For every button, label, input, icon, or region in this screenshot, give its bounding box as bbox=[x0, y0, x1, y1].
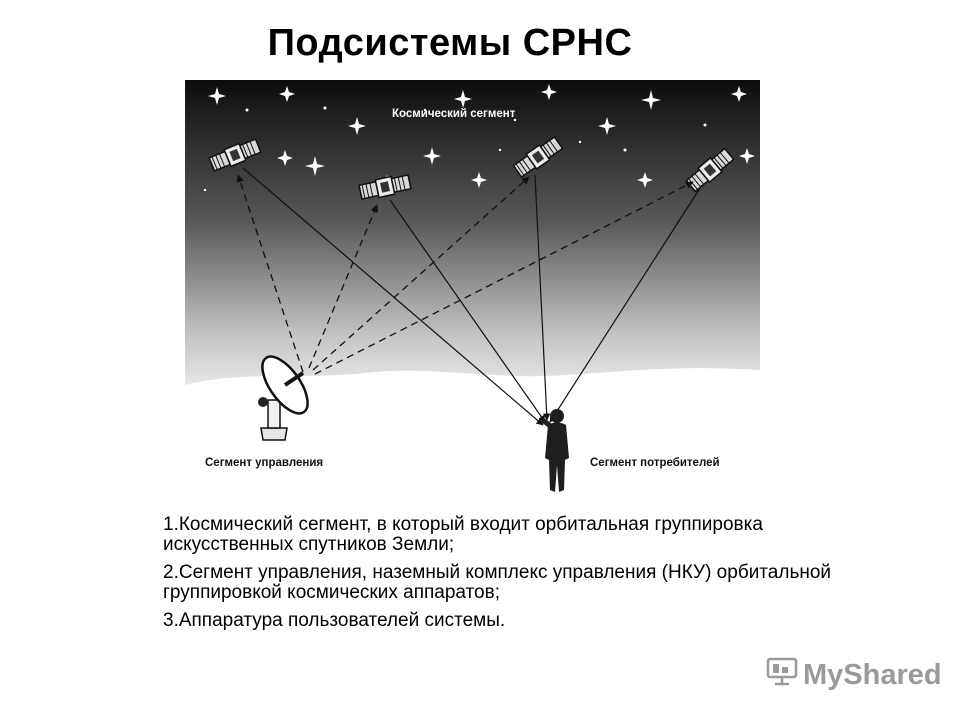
user-segment-label: Сегмент потребителей bbox=[590, 457, 720, 469]
page-title: Подсистемы СРНС bbox=[267, 22, 633, 64]
list-item: 2.Сегмент управления, наземный комплекс управления (НКУ) орбитальной группировкой космических аппаратов; bbox=[163, 562, 832, 603]
diagram-canvas bbox=[185, 80, 760, 505]
list-item: 3.Аппаратура пользователей системы. bbox=[163, 610, 506, 631]
space-segment-label: Космический сегмент bbox=[392, 108, 516, 120]
presentation-icon bbox=[765, 656, 799, 694]
control-segment-label: Сегмент управления bbox=[205, 457, 324, 469]
brand-text: MyShared bbox=[803, 658, 942, 691]
sky-background bbox=[185, 80, 760, 400]
myshared-watermark bbox=[765, 655, 942, 695]
srns-diagram bbox=[185, 80, 760, 505]
list-item: 1.Космический сегмент, в который входит орбитальная группировка искусственных спутников Земли; bbox=[163, 514, 763, 555]
segment-list bbox=[163, 515, 853, 639]
